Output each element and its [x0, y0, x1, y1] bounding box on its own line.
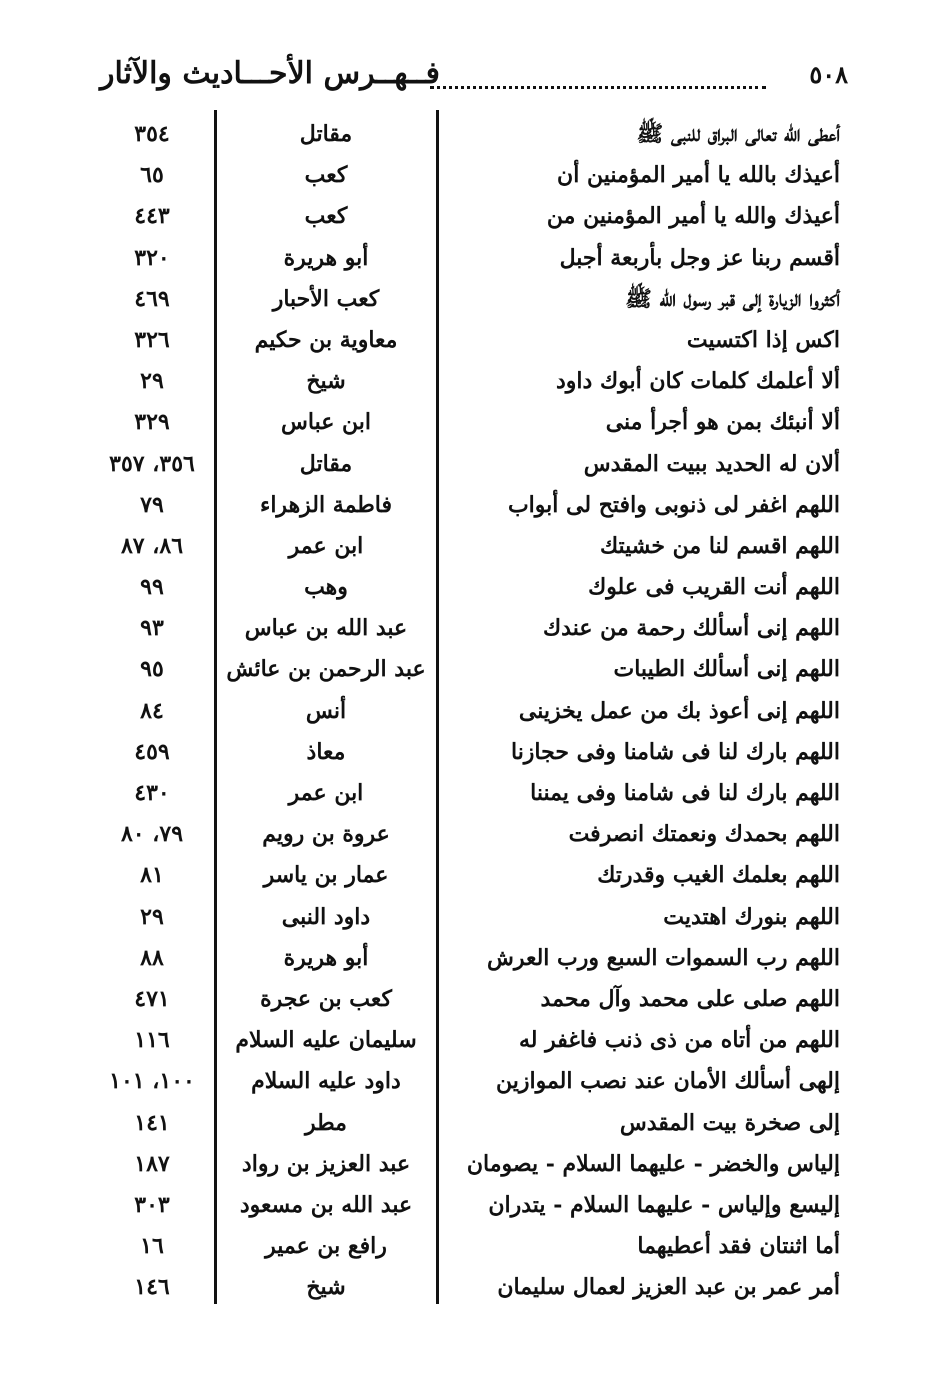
hadith-text: اللهم بنورك اهتديت [663, 903, 840, 930]
page-refs: ٤٤٣ [134, 203, 170, 230]
page-refs: ٧٩، ٨٠ [120, 821, 184, 848]
narrator: ابن عباس [281, 409, 371, 436]
table-row [0, 279, 948, 320]
table-row [0, 485, 948, 526]
narrator: عبد العزيز بن رواد [241, 1150, 411, 1177]
table-row [0, 1226, 948, 1267]
page-title: فــهــرس الأحـــاديث والآثار [100, 56, 440, 91]
page-refs: ٨٦، ٨٧ [120, 532, 184, 559]
page-number: ٥٠٨ [809, 60, 848, 89]
hadith-text: إلهى أسألك الأمان عند نصب الموازين [495, 1068, 840, 1095]
narrator: فاطمة الزهراء [259, 491, 393, 518]
table-row [0, 238, 948, 279]
page-refs: ٤٧١ [134, 985, 170, 1012]
narrator: معاذ [306, 738, 346, 765]
page-refs: ١٨٧ [134, 1150, 170, 1177]
hadith-text: اللهم صلى على محمد وآل محمد [540, 985, 840, 1012]
narrator: أبو هريرة [283, 944, 369, 971]
table-row [0, 732, 948, 773]
table-row [0, 1061, 948, 1102]
narrator: ابن عمر [288, 780, 364, 806]
table-row [0, 1020, 948, 1061]
page-refs: ١٠٠، ١٠١ [109, 1068, 195, 1095]
hadith-text: اللهم بارك لنا فى شامنا وفى حجازنا [510, 738, 840, 765]
page-refs: ٣٢٠ [134, 244, 170, 271]
hadith-text: أما اثنتان فقد أعطيهما [637, 1233, 840, 1260]
narrator: عمار بن ياسر [263, 862, 389, 889]
hadith-text: اللهم إنى أسألك الطيبات [613, 656, 840, 683]
table-row [0, 155, 948, 196]
table-row [0, 114, 948, 155]
table-row [0, 1103, 948, 1144]
page-refs: ١٤١ [134, 1109, 170, 1136]
table-row [0, 979, 948, 1020]
hadith-text: إليسع وإلياس - عليهما السلام - يتدران [488, 1191, 840, 1218]
hadith-text: أعيذك بالله يا أمير المؤمنين أن [557, 162, 840, 189]
narrator: وهب [304, 574, 348, 601]
table-row [0, 938, 948, 979]
page-refs: ٨٨ [140, 944, 164, 971]
page-refs: ١٤٦ [134, 1274, 170, 1301]
table-row [0, 1185, 948, 1226]
narrator: عروة بن رويم [262, 821, 390, 848]
page-refs: ٨١ [140, 862, 164, 889]
table-row [0, 814, 948, 855]
narrator: رافع بن عمير [265, 1233, 387, 1260]
narrator: داود النبى [281, 903, 371, 930]
hadith-text: ألا أنبئك بمن هو أجرأ منى [605, 409, 840, 436]
table-row [0, 402, 948, 443]
table-row [0, 897, 948, 938]
table-row [0, 855, 948, 896]
hadith-text: اللهم بارك لنا فى شامنا وفى يمننا [530, 780, 840, 806]
narrator: عبد الرحمن بن عائش [226, 656, 426, 683]
page-refs: ٣٢٩ [134, 409, 170, 436]
table-row [0, 444, 948, 485]
hadith-text: اللهم رب السموات السبع ورب العرش [486, 944, 840, 971]
hadith-text: أمر عمر بن عبد العزيز لعمال سليمان [497, 1274, 840, 1301]
table-row [0, 773, 948, 814]
hadith-text: أكثروا الزيارة إلى قبر رسول الله ﷺ [625, 285, 840, 312]
narrator: معاوية بن حكيم [254, 326, 398, 353]
page-refs: ٣٥٦، ٣٥٧ [109, 450, 195, 477]
hadith-text: ألان له الحديد ببيت المقدس [583, 450, 840, 477]
hadith-text: اكس إذا اكتسيت [686, 326, 840, 353]
page-refs: ٤٦٩ [134, 285, 170, 312]
page-refs: ٣٠٣ [134, 1191, 170, 1218]
table-row [0, 567, 948, 608]
page-refs: ٢٩ [140, 368, 164, 395]
hadith-text: إلى صخرة بيت المقدس [619, 1109, 840, 1136]
index-table [0, 114, 948, 1308]
table-row [0, 320, 948, 361]
narrator: مطر [305, 1109, 347, 1136]
narrator: شيخ [306, 368, 346, 395]
hadith-text: إلياس والخضر - عليهما السلام - يصومان [466, 1150, 840, 1177]
page-refs: ٤٣٠ [134, 780, 170, 806]
page-refs: ١٦ [140, 1233, 164, 1260]
table-row [0, 608, 948, 649]
page-refs: ٣٥٤ [134, 121, 170, 147]
page-header [100, 56, 848, 102]
hadith-text: اللهم اغفر لى ذنوبى وافتح لى أبواب [507, 491, 840, 518]
hadith-text: اللهم إنى أعوذ بك من عمل يخزينى [518, 697, 840, 724]
narrator: مقاتل [299, 450, 353, 477]
page-refs: ١١٦ [134, 1027, 170, 1054]
hadith-text: اللهم من أتاه من ذى ذنب فاغفر له [518, 1027, 840, 1054]
narrator: كعب بن عجرة [260, 985, 392, 1012]
page-refs: ٩٩ [140, 574, 164, 601]
narrator: داود عليه السلام [251, 1068, 401, 1095]
header-dotted-leader [430, 86, 766, 89]
narrator: أنس [305, 697, 347, 724]
hadith-text: اللهم بحمدك ونعمتك انصرفت [568, 821, 840, 848]
hadith-text: اللهم أنت القريب فى علوك [588, 574, 840, 601]
narrator: كعب [304, 162, 348, 189]
hadith-text: أعيذك والله يا أمير المؤمنين من [546, 203, 840, 230]
hadith-text: اللهم اقسم لنا من خشيتك [599, 532, 840, 559]
hadith-text: اللهم إنى أسألك رحمة من عندك [543, 615, 840, 642]
narrator: كعب الأحبار [272, 285, 380, 312]
table-row [0, 1144, 948, 1185]
hadith-text: اللهم بعلمك الغيب وقدرتك [597, 862, 840, 889]
narrator: مقاتل [299, 121, 353, 147]
narrator: شيخ [306, 1274, 346, 1301]
narrator: كعب [304, 203, 348, 230]
narrator: سليمان عليه السلام [235, 1027, 417, 1054]
table-row [0, 691, 948, 732]
page-refs: ٣٢٦ [134, 326, 170, 353]
narrator: عبد الله بن عباس [244, 615, 408, 642]
page-refs: ٩٣ [140, 615, 164, 642]
table-row [0, 649, 948, 690]
page-refs: ٧٩ [140, 491, 164, 518]
table-row [0, 1267, 948, 1308]
narrator: أبو هريرة [283, 244, 369, 271]
page-refs: ٤٥٩ [134, 738, 170, 765]
narrator: ابن عمر [288, 532, 364, 559]
table-row [0, 196, 948, 237]
page-refs: ٦٥ [140, 162, 164, 189]
page-refs: ٢٩ [140, 903, 164, 930]
narrator: عبد الله بن مسعود [239, 1191, 413, 1218]
hadith-text: ألا أعلمك كلمات كان أبوك داود [555, 368, 840, 395]
table-row [0, 526, 948, 567]
hadith-text: أعطى الله تعالى البراق للنبى ﷺ [636, 121, 840, 147]
hadith-text: أقسم ربنا عز وجل بأربعة أجبل [559, 244, 840, 271]
page-refs: ٨٤ [140, 697, 164, 724]
table-row [0, 361, 948, 402]
page-refs: ٩٥ [140, 656, 164, 683]
